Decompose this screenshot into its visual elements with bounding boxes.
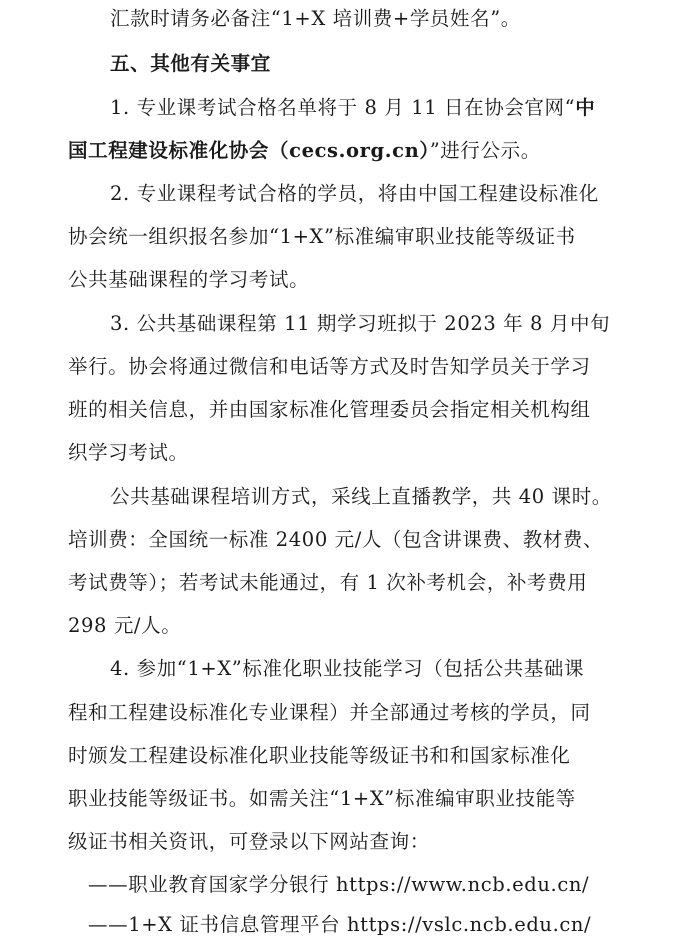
paragraph-line: 3. 公共基础课程第 11 期学习班拟于 2023 年 8 月中旬 — [110, 312, 611, 335]
paragraph-line: 2. 专业课程考试合格的学员，将由中国工程建设标准化 — [110, 182, 599, 205]
paragraph-line: 298 元/人。 — [68, 614, 182, 637]
paragraph-line: 职业技能等级证书。如需关注“1+X”标准编审职业技能等 — [68, 787, 576, 810]
paragraph-line: 举行。协会将通过微信和电话等方式及时告知学员关于学习 — [68, 355, 591, 378]
section-heading: 五、其他有关事宜 — [110, 52, 271, 75]
paragraph-line: 班的相关信息，并由国家标准化管理委员会指定相关机构组 — [68, 398, 591, 421]
paragraph-line: 汇款时请务必备注“1+X 培训费+学员姓名”。 — [110, 7, 521, 30]
paragraph-line: 培训费：全国统一标准 2400 元/人（包含讲课费、教材费、 — [68, 528, 604, 551]
paragraph-line: 考试费等）；若考试未能通过，有 1 次补考机会，补考费用 — [68, 571, 588, 594]
text-run-bold: 中 — [575, 96, 596, 119]
link-line: ——职业教育国家学分银行 https://www.ncb.edu.cn/ — [88, 873, 590, 896]
paragraph-line: 程和工程建设标准化专业课程）并全部通过考核的学员，同 — [68, 701, 591, 724]
text-run-bold: 国工程建设标准化协会（cecs.org.cn） — [68, 139, 430, 162]
paragraph-line — [68, 138, 541, 164]
paragraph-line — [110, 95, 595, 121]
paragraph-line: 时颁发工程建设标准化职业技能等级证书和和国家标准化 — [68, 744, 571, 767]
paragraph-line: 织学习考试。 — [68, 441, 189, 464]
text-run: 1. 专业课考试合格名单将于 8 月 11 日在协会官网“ — [110, 96, 576, 119]
paragraph-line: 级证书相关资讯，可登录以下网站查询： — [68, 830, 430, 853]
paragraph-line: 公共基础课程的学习考试。 — [68, 268, 310, 291]
link-line: ——1+X 证书信息管理平台 https://vslc.ncb.edu.cn/ — [88, 913, 592, 936]
paragraph-line: 4. 参加“1+X”标准化职业技能学习（包括公共基础课 — [110, 657, 585, 680]
text-run: ”进行公示。 — [429, 139, 541, 162]
paragraph-line: 公共基础课程培训方式，采线上直播教学，共 40 课时。 — [110, 485, 612, 508]
paragraph-line: 协会统一组织报名参加“1+X”标准编审职业技能等级证书 — [68, 225, 576, 248]
